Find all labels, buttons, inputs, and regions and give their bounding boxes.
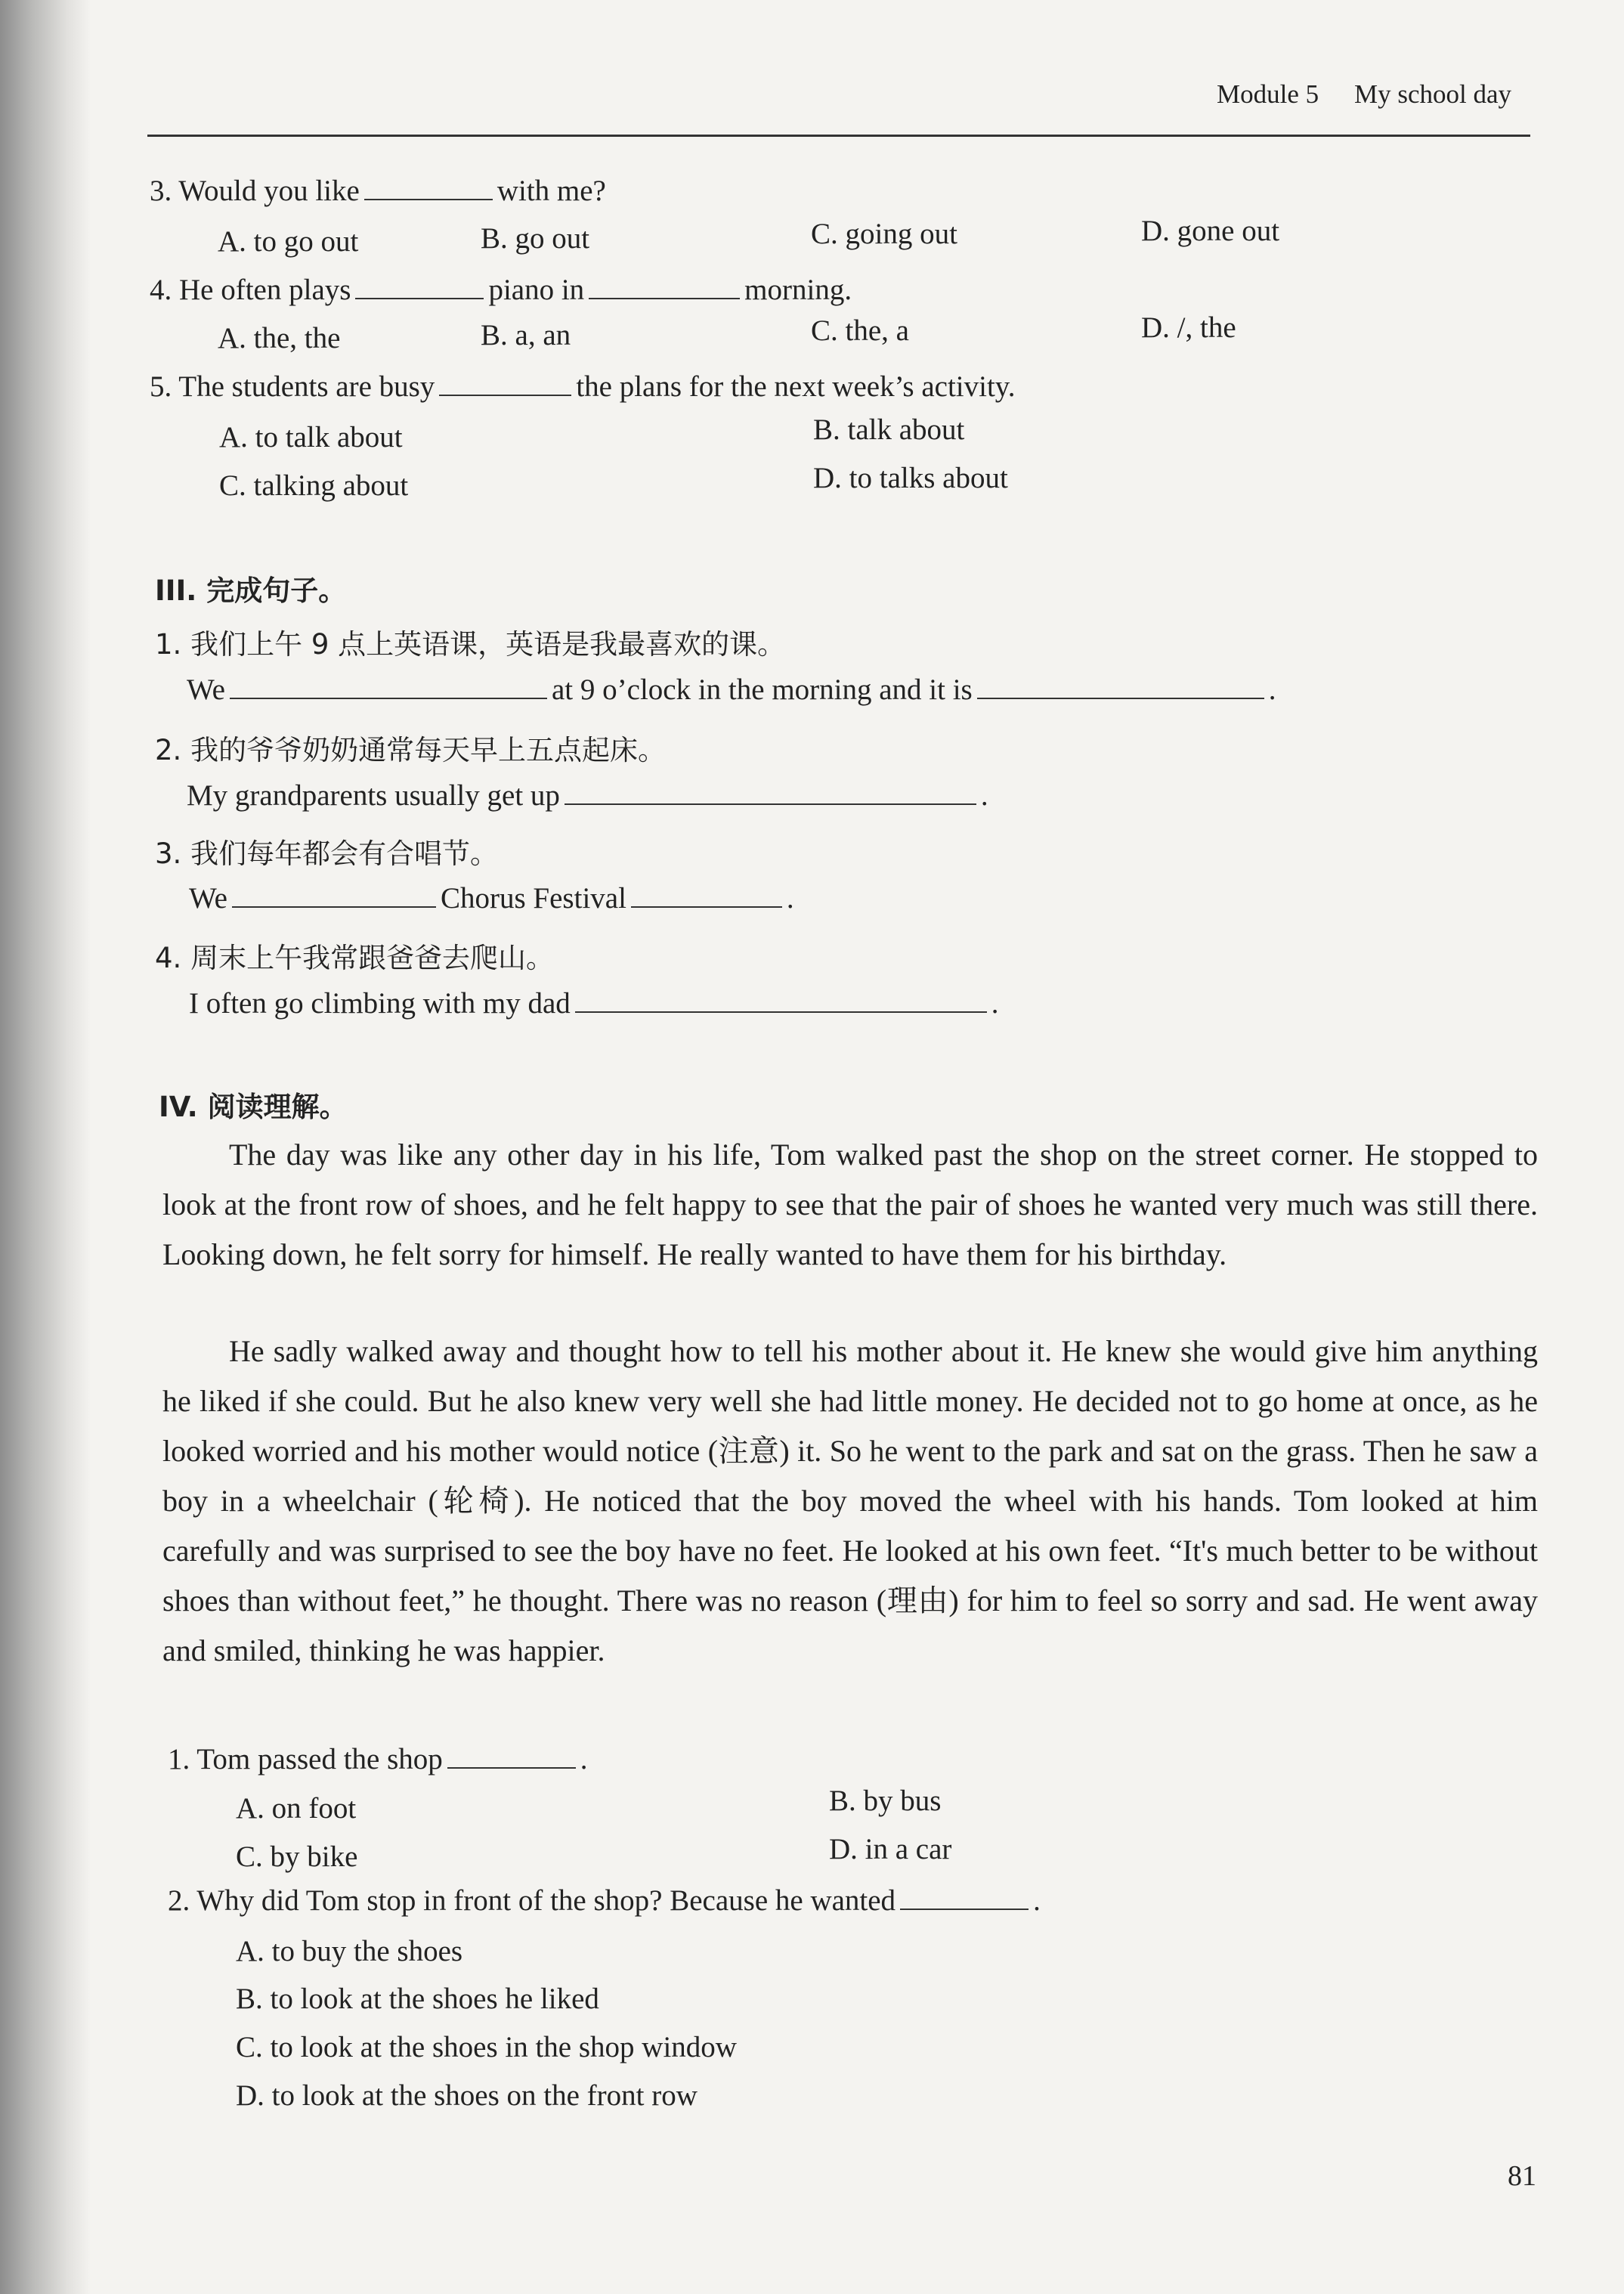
- reading-paragraph-2: He sadly walked away and thought how to tell his mother about it. He knew she would give him anything he liked if she could. But he also knew very well she had little money. He decided not to go home at once, as he looked worried and his mother would notice (注意) it. So he went to the park and sat on the grass. Then he saw a boy in a wheelchair (轮椅). He noticed that the boy moved the wheel with his hands. Tom looked at him carefully and was surprised to see the boy have no feet. He looked at his own feet. “It's much better to be without shoes than without feet,” he thought. There was no reason (理由) for him to feel so sorry and sad. He went away and smiled, thinking he was happier.: [162, 1334, 1538, 1667]
- translate-3-chinese: 3. 我们每年都会有合唱节。: [155, 837, 499, 870]
- translate-3-english: We Chorus Festival .: [189, 882, 794, 915]
- r1-option-a: A. on foot: [236, 1792, 357, 1825]
- answer-blank[interactable]: [439, 370, 571, 396]
- translate-1-chinese: 1. 我们上午 9 点上英语课，英语是我最喜欢的课。: [155, 628, 786, 661]
- q3-option-b: B. go out: [481, 222, 590, 255]
- module-label: Module 5: [1217, 79, 1319, 109]
- answer-blank[interactable]: [575, 987, 987, 1013]
- question-3: 3. Would you like with me?: [150, 175, 606, 207]
- answer-blank[interactable]: [230, 673, 547, 699]
- r1-option-c: C. by bike: [236, 1840, 358, 1873]
- answer-blank[interactable]: [977, 673, 1264, 699]
- r2-option-d: D. to look at the shoes on the front row: [236, 2079, 698, 2112]
- q4-option-d: D. /, the: [1141, 311, 1236, 344]
- translate-4-chinese: 4. 周末上午我常跟爸爸去爬山。: [155, 942, 555, 974]
- answer-blank[interactable]: [631, 882, 782, 908]
- question-5: 5. The students are busy the plans for the next week’s activity.: [150, 370, 1016, 403]
- q3-option-c: C. going out: [811, 218, 957, 250]
- page-number: 81: [1508, 2160, 1536, 2192]
- q5-option-a: A. to talk about: [219, 421, 403, 454]
- reading-paragraph-1: The day was like any other day in his life, Tom walked past the shop on the street corner. He stopped to look at the front row of shoes, and he felt happy to see that the pair of shoes he wanted very much was still there. Looking down, he felt sorry for himself. He really wanted to have them for his birthday.: [162, 1138, 1538, 1271]
- module-title: My school day: [1354, 79, 1512, 109]
- r2-option-c: C. to look at the shoes in the shop window: [236, 2031, 737, 2063]
- answer-blank[interactable]: [589, 274, 740, 299]
- translate-2-english: My grandparents usually get up .: [187, 779, 988, 812]
- q5-option-c: C. talking about: [219, 469, 409, 502]
- q5-option-b: B. talk about: [813, 413, 965, 446]
- r2-option-a: A. to buy the shoes: [236, 1935, 463, 1967]
- answer-blank[interactable]: [355, 274, 484, 299]
- reading-question-2: 2. Why did Tom stop in front of the shop? Because he wanted .: [168, 1884, 1041, 1917]
- r1-option-d: D. in a car: [829, 1833, 952, 1865]
- answer-blank[interactable]: [900, 1884, 1029, 1910]
- reading-question-1: 1. Tom passed the shop .: [168, 1743, 588, 1775]
- q3-option-d: D. gone out: [1141, 215, 1280, 247]
- q5-option-d: D. to talks about: [813, 462, 1008, 494]
- q4-option-c: C. the, a: [811, 314, 909, 347]
- translate-4-english: I often go climbing with my dad .: [189, 987, 999, 1020]
- header-rule: [147, 135, 1530, 137]
- answer-blank[interactable]: [364, 175, 493, 200]
- answer-blank[interactable]: [232, 882, 436, 908]
- section-4-title: IV. 阅读理解。: [159, 1091, 348, 1123]
- translate-1-english: We at 9 o’clock in the morning and it is .: [187, 673, 1276, 706]
- q3-option-a: A. to go out: [218, 225, 359, 258]
- book-spine-shadow: [0, 0, 91, 2294]
- section-3-title: III. 完成句子。: [155, 574, 347, 607]
- translate-2-chinese: 2. 我的爷爷奶奶通常每天早上五点起床。: [155, 734, 667, 766]
- q4-option-b: B. a, an: [481, 319, 571, 351]
- r2-option-b: B. to look at the shoes he liked: [236, 1983, 599, 2015]
- answer-blank[interactable]: [565, 779, 976, 805]
- q4-option-a: A. the, the: [218, 322, 341, 354]
- answer-blank[interactable]: [447, 1743, 576, 1769]
- question-4: 4. He often plays piano in morning.: [150, 274, 852, 306]
- r1-option-b: B. by bus: [829, 1785, 942, 1817]
